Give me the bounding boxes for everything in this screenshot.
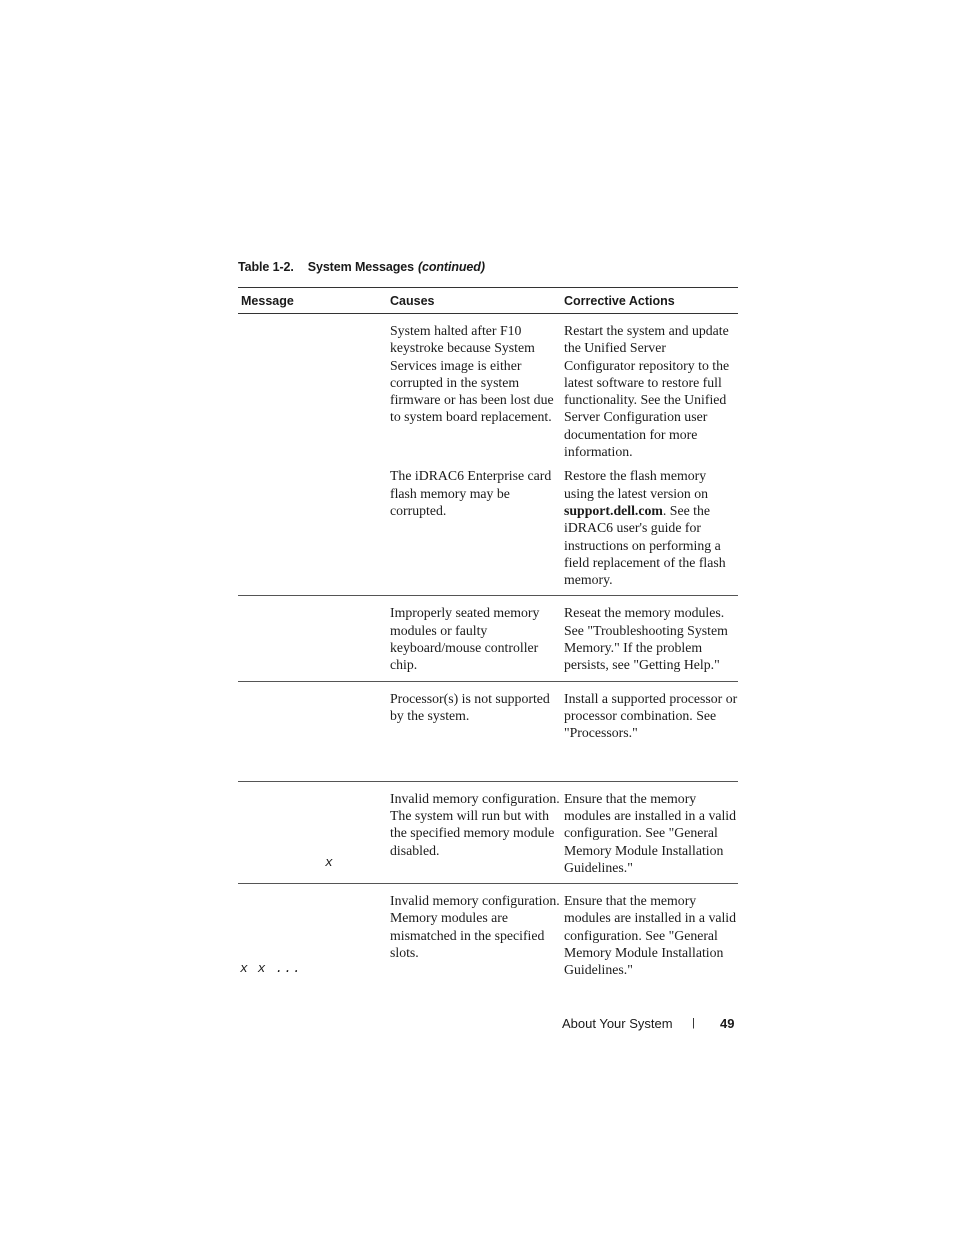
table-subrow <box>238 782 738 883</box>
table-row <box>238 782 738 884</box>
action-cell: Install a supported processor or processor combination. See "Processors." <box>564 690 738 741</box>
table-row <box>238 682 738 782</box>
support-link-text: support.dell.com <box>564 502 663 518</box>
action-cell: Reseat the memory modules. See "Troubleshooting System Memory." If the problem persists, see "Getting Help." <box>564 605 728 673</box>
message-variable: x <box>325 854 333 870</box>
header-causes: Causes <box>390 293 435 308</box>
table-row <box>238 314 738 596</box>
action-cell: Ensure that the memory modules are installed in a valid configuration. See "General Memory Module Installation Guidelines." <box>564 893 737 978</box>
message-cell <box>238 596 386 680</box>
action-text: . See the iDRAC6 user's guide for instructions on performing a field replacement of the flash memory. <box>564 502 726 588</box>
table-caption <box>238 260 485 274</box>
message-cell <box>238 314 386 467</box>
trailing-variables: x x ... <box>240 961 302 976</box>
table-header <box>238 288 738 314</box>
action-cell <box>561 467 738 595</box>
cause-cell: Invalid memory configuration. The system will run but with the specified memory module disabled. <box>390 790 560 858</box>
table-subrow <box>238 596 738 680</box>
page-number: 49 <box>720 1016 735 1031</box>
cause-cell: System halted after F10 keystroke because System Services image is either corrupted in the system firmware or has been lost due to system board replacement. <box>390 323 554 425</box>
table-row <box>238 884 738 985</box>
table-continued: (continued) <box>417 260 485 274</box>
message-cell <box>238 682 386 749</box>
message-cell <box>238 467 386 595</box>
table-number: Table 1-2. <box>238 260 294 274</box>
table-title: System Messages <box>307 260 414 274</box>
cause-cell: Improperly seated memory modules or faulty keyboard/mouse controller chip. <box>390 605 540 673</box>
cause-cell: Processor(s) is not supported by the system. <box>390 690 550 723</box>
table-subrow <box>238 884 738 985</box>
action-cell: Restart the system and update the Unified Server Configurator repository to the latest software to restore full functionality. See the Unified Server Configuration user documentation for more information. <box>564 323 730 460</box>
table-subrow <box>238 314 738 467</box>
message-cell <box>238 782 386 883</box>
action-text: Restore the flash memory using the latest version on <box>564 468 709 501</box>
footer-separator: | <box>692 1017 695 1029</box>
footer-section-title: About Your System <box>562 1016 673 1031</box>
header-corrective-actions: Corrective Actions <box>564 293 675 308</box>
cause-cell: The iDRAC6 Enterprise card flash memory may be corrupted. <box>390 468 552 518</box>
action-cell: Ensure that the memory modules are installed in a valid configuration. See "General Memory Module Installation Guidelines." <box>564 790 737 875</box>
table-subrow <box>238 467 738 595</box>
system-messages-table <box>238 287 738 986</box>
header-message: Message <box>241 293 294 308</box>
cause-cell: Invalid memory configuration. Memory modules are mismatched in the specified slots. <box>390 893 560 961</box>
table-subrow <box>238 682 738 749</box>
table-row <box>238 596 738 681</box>
